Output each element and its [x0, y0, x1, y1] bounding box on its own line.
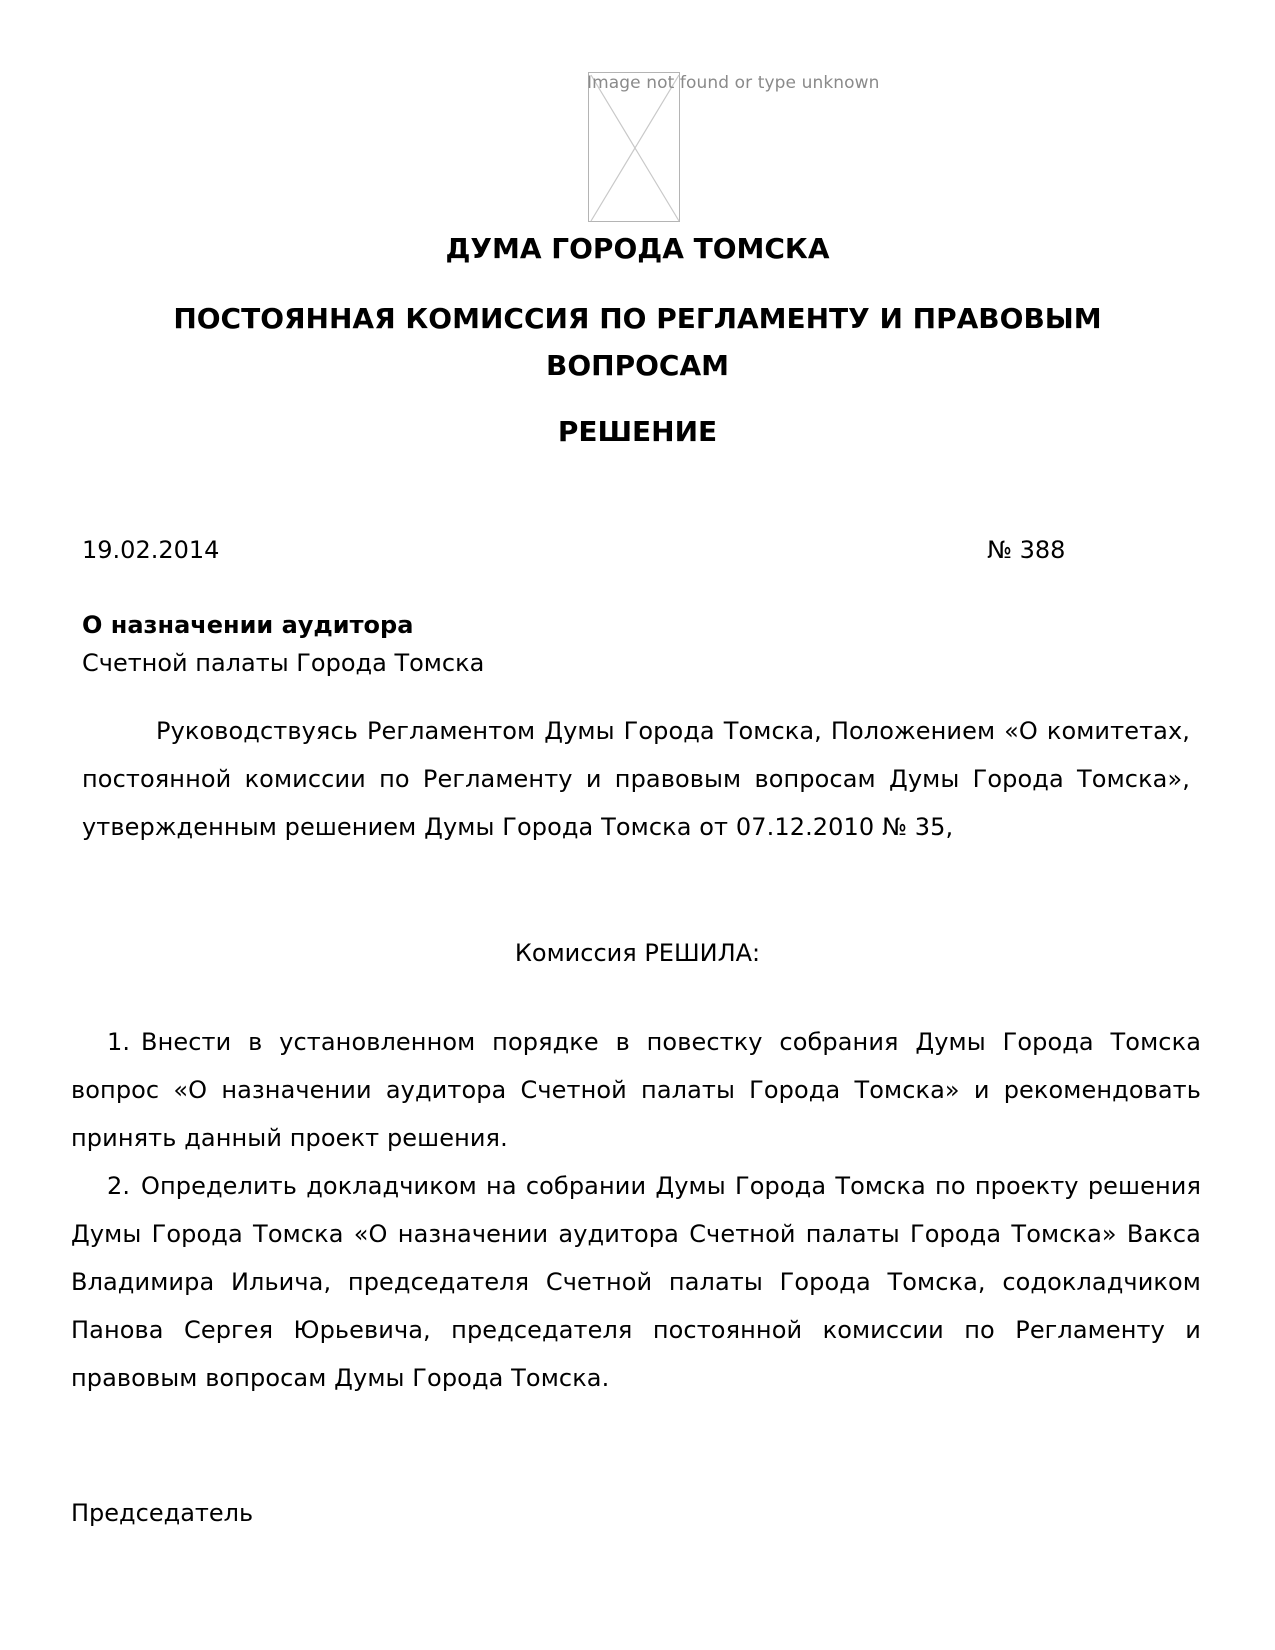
decision-number: 1.: [107, 1028, 131, 1056]
subject-line-1: О назначении аудитора: [82, 611, 414, 639]
document-number: № 388: [987, 536, 1066, 564]
signature-title: Председатель: [71, 1499, 254, 1527]
preamble-paragraph: Руководствуясь Регламентом Думы Города Томска, Положением «О комитетах, постоянной комиссии по Регламенту и правовым вопросам Думы Города Томска», утвержденным решением Думы Города Томска от 07.12.2010 № 35,: [82, 717, 1190, 841]
broken-image-icon: [588, 72, 680, 222]
resolved-label: Комиссия РЕШИЛА:: [514, 939, 761, 967]
decision-item: [71, 1162, 1201, 1402]
document-subject: [82, 606, 484, 682]
decision-item: [71, 1018, 1201, 1162]
broken-image-cross: [589, 73, 681, 223]
image-alt-text: Image not found or type unknown: [587, 73, 880, 93]
decision-text: Определить докладчиком на собрании Думы Города Томска по проекту решения Думы Города Томска «О назначении аудитора Счетной палаты Города Томска» Вакса Владимира Ильича, председателя Счетной палаты Города Томска, содокладчиком Панова Сергея Юрьевича, председателя постоянной комиссии по Регламенту и правовым вопросам Думы Города Томска.: [71, 1172, 1201, 1392]
commission-title: ПОСТОЯННАЯ КОМИССИЯ ПО РЕГЛАМЕНТУ И ПРАВОВЫМ ВОПРОСАМ: [173, 302, 1102, 382]
decision-number: 2.: [107, 1172, 131, 1200]
document-type: РЕШЕНИЕ: [557, 415, 718, 448]
organization-title: ДУМА ГОРОДА ТОМСКА: [445, 232, 830, 265]
decision-text: Внести в установленном порядке в повестку собрания Думы Города Томска вопрос «О назначении аудитора Счетной палаты Города Томска» и рекомендовать принять данный проект решения.: [71, 1028, 1201, 1152]
decision-list: [71, 1018, 1201, 1402]
document-date: 19.02.2014: [82, 536, 220, 564]
subject-line-2: Счетной палаты Города Томска: [82, 649, 485, 677]
